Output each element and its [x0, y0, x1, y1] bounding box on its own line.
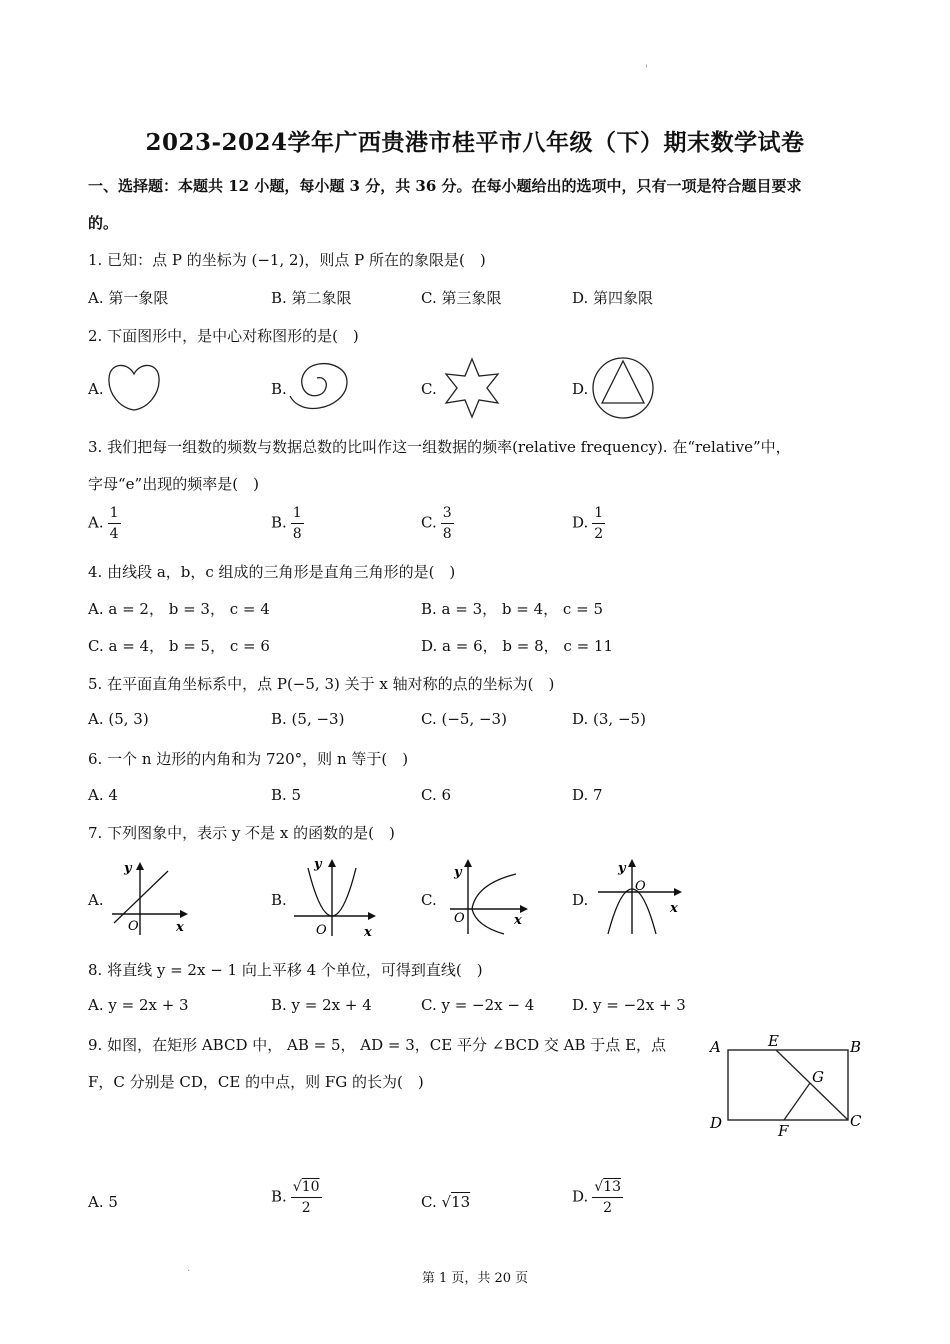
graph-c-figure — [446, 854, 536, 936]
numerator: 1 — [291, 506, 304, 524]
denominator: 2 — [594, 526, 604, 542]
q1-option-b: B. 第二象限 — [271, 289, 352, 307]
q7-option-b-label: B. — [271, 891, 287, 909]
q5-option-b: B. (5, −3) — [271, 710, 345, 728]
q7-option-c-label: C. — [421, 891, 437, 909]
graph-a-figure — [108, 857, 194, 939]
circle-with-triangle-figure — [590, 355, 656, 421]
q9-option-d — [572, 1180, 623, 1215]
q2-option-b-label: B. — [271, 380, 287, 398]
q9-option-a — [88, 1193, 118, 1211]
q5-option-c: C. (−5, −3) — [421, 710, 507, 728]
rectangle-abcd-figure — [704, 1030, 874, 1138]
q3-option-b — [271, 506, 304, 541]
section1-instructions-line1: 一、选择题：本题共 12 小题，每小题 3 分，共 36 分。在每小题给出的选项中，只有一项是符合题目要求 — [88, 177, 802, 195]
axis-x-label: x — [670, 901, 678, 916]
denominator: 2 — [603, 1200, 613, 1216]
axis-x-label: x — [514, 913, 522, 928]
q5-option-d: D. (3, −5) — [572, 710, 646, 728]
q3-option-d — [572, 506, 605, 541]
q9-option-c-label: C. — [421, 1193, 437, 1211]
q9-stem-line2: F，C 分别是 CD，CE 的中点，则 FG 的长为( ) — [88, 1073, 424, 1091]
numerator — [291, 1180, 322, 1198]
point-d-label: D — [710, 1114, 723, 1132]
q1-option-a: A. 第一象限 — [88, 289, 169, 307]
point-g-label: G — [812, 1068, 824, 1086]
q9-option-a-value: 5 — [108, 1193, 118, 1211]
q3-option-a-fraction — [108, 506, 121, 541]
q1-option-c: C. 第三象限 — [421, 289, 502, 307]
q7-option-a-label: A. — [88, 891, 104, 909]
q7-stem: 7. 下列图象中，表示 y 不是 x 的函数的是( ) — [88, 824, 395, 842]
radicand: 10 — [301, 1179, 320, 1195]
q5-option-a: A. (5, 3) — [88, 710, 149, 728]
sqrt-sign: √ — [292, 1179, 302, 1195]
axis-y-label: y — [124, 861, 132, 876]
origin-label: O — [128, 919, 139, 934]
q8-option-b: B. y = 2x + 4 — [271, 996, 372, 1014]
q7-option-d-label: D. — [572, 891, 589, 909]
sqrt-sign: √ — [594, 1179, 604, 1195]
numerator: 3 — [441, 506, 454, 524]
numerator: 1 — [592, 506, 605, 524]
q1-option-d: D. 第四象限 — [572, 289, 654, 307]
origin-label: O — [635, 879, 646, 894]
q3-option-d-label: D. — [572, 513, 589, 532]
axis-y-label: y — [314, 857, 322, 872]
q9-option-a-label: A. — [88, 1193, 104, 1211]
section1-instructions-line2: 的。 — [88, 214, 119, 232]
sqrt-sign: √ — [441, 1193, 452, 1211]
q9-option-d-fraction — [592, 1180, 623, 1215]
q6-option-c: C. 6 — [421, 786, 452, 804]
radicand: 13 — [451, 1193, 471, 1211]
q3-option-c — [421, 506, 454, 541]
page-footer: 第 1 页，共 20 页 — [421, 1271, 529, 1286]
denominator: 2 — [301, 1200, 311, 1216]
q1-stem: 1. 已知：点 P 的坐标为 (−1, 2)，则点 P 所在的象限是( ) — [88, 251, 486, 269]
q5-stem: 5. 在平面直角坐标系中，点 P(−5, 3) 关于 x 轴对称的点的坐标为( ) — [88, 675, 555, 693]
scan-dot: . — [187, 1263, 191, 1274]
q9-option-c — [421, 1193, 470, 1211]
q6-stem: 6. 一个 n 边形的内角和为 720°，则 n 等于( ) — [88, 750, 409, 768]
q9-option-b — [271, 1180, 322, 1215]
q9-option-d-label: D. — [572, 1187, 589, 1206]
denominator: 8 — [292, 526, 302, 542]
point-b-label: B — [850, 1038, 862, 1056]
six-pointed-star-figure — [440, 356, 504, 420]
q3-option-a — [88, 506, 121, 541]
q9-option-b-fraction — [291, 1180, 322, 1215]
graph-b-figure — [290, 854, 382, 940]
graph-d-figure — [594, 854, 688, 938]
denominator: 4 — [109, 526, 119, 542]
q2-stem: 2. 下面图形中，是中心对称图形的是( ) — [88, 327, 359, 345]
q4-option-a: A. a = 2， b = 3， c = 4 — [88, 600, 270, 618]
q4-option-b: B. a = 3， b = 4， c = 5 — [421, 600, 603, 618]
radicand: 13 — [603, 1179, 622, 1195]
q4-option-d: D. a = 6， b = 8， c = 11 — [421, 637, 613, 655]
page-title: 2023-2024学年广西贵港市桂平市八年级（下）期末数学试卷 — [145, 129, 805, 156]
q3-stem-line2: 字母“e”出现的频率是( ) — [88, 475, 259, 493]
origin-label: O — [316, 923, 327, 938]
q2-option-d-label: D. — [572, 380, 589, 398]
q9-option-b-label: B. — [271, 1187, 287, 1206]
spiral-figure — [287, 360, 353, 412]
scan-dot: ' — [645, 64, 648, 75]
point-a-label: A — [710, 1038, 721, 1056]
q8-option-c: C. y = −2x − 4 — [421, 996, 535, 1014]
q3-option-a-label: A. — [88, 513, 104, 532]
q8-stem: 8. 将直线 y = 2x − 1 向上平移 4 个单位，可得到直线( ) — [88, 961, 483, 979]
q3-option-b-label: B. — [271, 513, 287, 532]
q3-option-b-fraction — [291, 506, 304, 541]
axis-x-label: x — [176, 920, 184, 935]
point-f-label: F — [778, 1122, 789, 1138]
q8-option-a: A. y = 2x + 3 — [88, 996, 189, 1014]
q3-option-d-fraction — [592, 506, 605, 541]
denominator: 8 — [442, 526, 452, 542]
q2-option-a-label: A. — [88, 380, 104, 398]
q6-option-a: A. 4 — [88, 786, 118, 804]
axis-x-label: x — [364, 925, 372, 940]
point-c-label: C — [850, 1112, 862, 1130]
point-e-label: E — [768, 1032, 779, 1050]
q2-option-c-label: C. — [421, 380, 437, 398]
numerator: 1 — [108, 506, 121, 524]
numerator — [592, 1180, 623, 1198]
q3-stem-line1: 3. 我们把每一组数的频数与数据总数的比叫作这一组数据的频率(relative frequency). 在“relative”中， — [88, 438, 791, 456]
axis-y-label: y — [454, 865, 462, 880]
origin-label: O — [454, 911, 465, 926]
q8-option-d: D. y = −2x + 3 — [572, 996, 686, 1014]
q6-option-d: D. 7 — [572, 786, 603, 804]
q3-option-c-fraction — [441, 506, 454, 541]
q3-option-c-label: C. — [421, 513, 437, 532]
q6-option-b: B. 5 — [271, 786, 302, 804]
q4-option-c: C. a = 4， b = 5， c = 6 — [88, 637, 270, 655]
q4-stem: 4. 由线段 a，b，c 组成的三角形是直角三角形的是( ) — [88, 563, 456, 581]
axis-y-label: y — [618, 861, 626, 876]
q9-stem-line1: 9. 如图，在矩形 ABCD 中， AB = 5， AD = 3，CE 平分 ∠BCD 交 AB 于点 E，点 — [88, 1036, 667, 1054]
heart-shape-figure — [104, 360, 164, 414]
